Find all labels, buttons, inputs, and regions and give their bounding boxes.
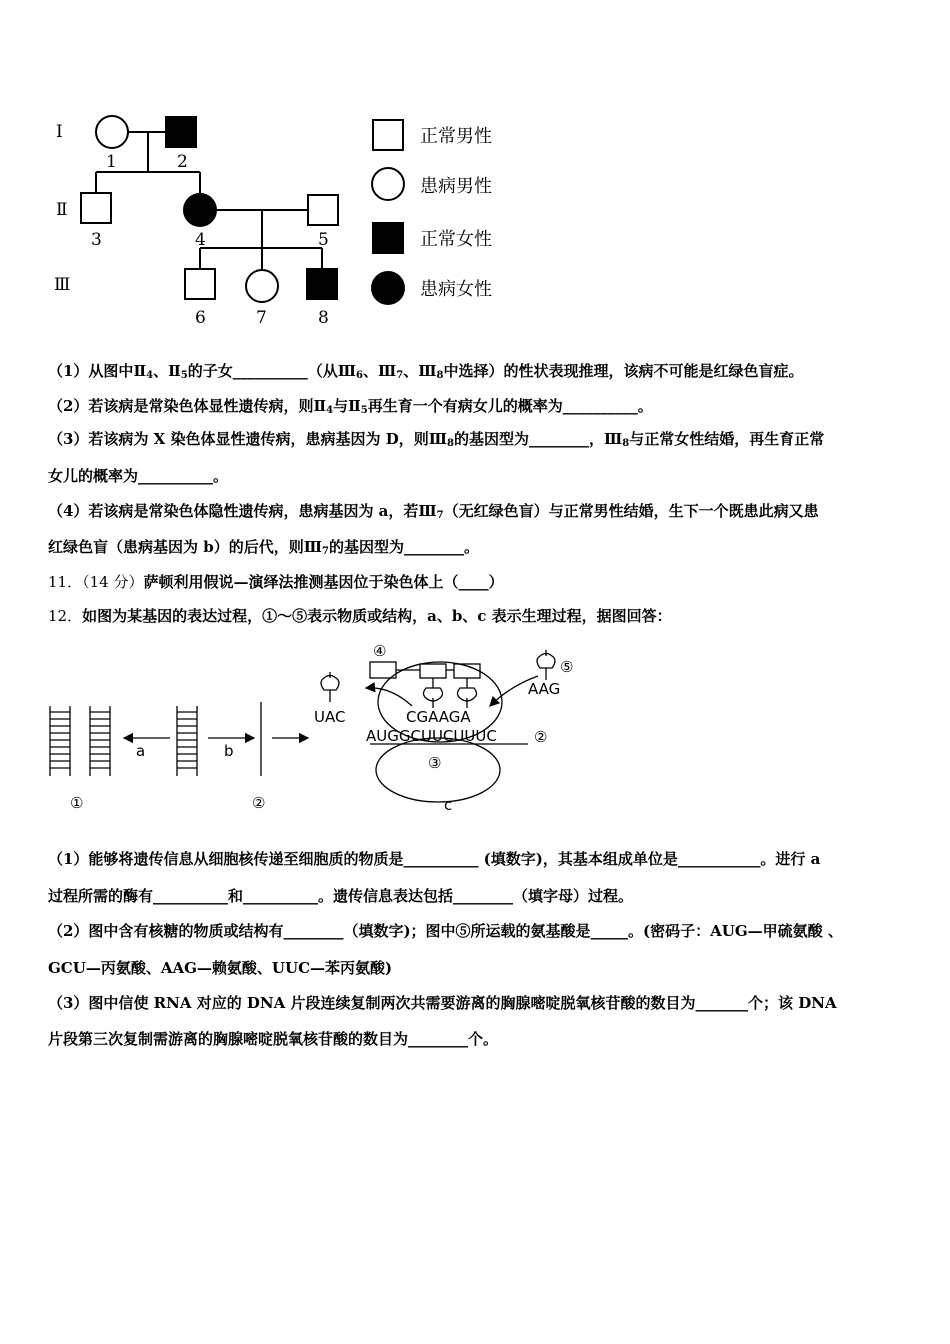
dna-ladder-1 xyxy=(50,706,70,776)
legend-square-filled xyxy=(373,223,403,253)
individual-number: 8 xyxy=(318,308,329,328)
q10-part4: （4）若该病是常染色体隐性遗传病，患病基因为 a，若$Ⅲ_7$（无红绿色盲）与正常男性结婚，生下一个既患此病又患 xyxy=(48,502,819,521)
individual-number: 3 xyxy=(91,230,102,250)
q10-part2: （2）若该病是常染色体显性遗传病，则$Ⅱ_4$与$Ⅱ_5$再生育一个有病女儿的概率为__________。 xyxy=(48,397,653,416)
q10-part1: （1）从图中$Ⅱ_4$、$Ⅱ_5$的子女__________（从$Ⅲ_6$、$Ⅲ_7$、$Ⅲ_8$中选择）的性状表现推理，该病不可能是红绿色盲症。 xyxy=(48,362,804,381)
legend-label: 正常女性 xyxy=(420,229,492,250)
dna-ladder-3 xyxy=(177,706,197,776)
individual-II4-affected-female xyxy=(184,194,216,226)
trna-in-ribosome xyxy=(458,678,477,708)
q10-part3: （3）若该病为 X 染色体显性遗传病，患病基因为 D，则$Ⅲ_8$的基因型为________，$Ⅲ_8$与正常女性结婚，再生育正常 xyxy=(48,430,825,449)
label-mrna-sequence: AUGGCUUCUUUC xyxy=(366,727,497,745)
individual-II5-normal-male xyxy=(308,195,338,225)
label-mrna-2: ② xyxy=(534,728,548,746)
label-process-b: b xyxy=(224,742,234,760)
arrow-trna-exit xyxy=(366,688,412,706)
gene-expression-diagram xyxy=(40,636,600,821)
individual-number: 5 xyxy=(318,230,329,250)
q12-part2: （2）图中含有核糖的物质或结构有________（填数字)；图中⑤所运载的氨基酸是_____。(密码子：AUG—甲硫氨酸 、 xyxy=(48,922,843,940)
amino-acid-box xyxy=(420,664,446,678)
legend-circle-filled xyxy=(372,272,404,304)
individual-III8-affected-male xyxy=(307,269,337,299)
individual-II3-normal-male xyxy=(81,193,111,223)
individual-I2-affected-male xyxy=(166,117,196,147)
q12-part3: （3）图中信使 RNA 对应的 DNA 片段连续复制两次共需要游离的胸腺嘧啶脱氧核苷酸的数目为_______个；该 DNA xyxy=(48,994,837,1012)
pedigree-chart xyxy=(40,100,540,340)
individual-number: 6 xyxy=(195,308,206,328)
label-structure-5: ⑤ xyxy=(560,658,574,676)
label-process-c: c xyxy=(444,796,453,814)
q12-part3-line2: 片段第三次复制需游离的胸腺嘧啶脱氧核苷酸的数目为________个。 xyxy=(48,1030,499,1048)
label-process-a: a xyxy=(136,742,146,760)
q12-part1-line2: 过程所需的酶有__________和__________。遗传信息表达包括________（填字母）过程。 xyxy=(48,887,634,905)
q12-part2-line2: GCU—丙氨酸、AAG—赖氨酸、UUC—苯丙氨酸) xyxy=(48,959,393,977)
legend-label: 患病女性 xyxy=(420,279,492,300)
label-anticodons-cgaaga: CGAAGA xyxy=(406,708,471,726)
generation-label-1: Ⅰ xyxy=(56,122,63,142)
q10-part3-line2: 女儿的概率为__________。 xyxy=(48,467,229,485)
individual-number: 4 xyxy=(195,230,206,250)
individual-number: 2 xyxy=(177,152,188,172)
individual-III7-normal-female xyxy=(246,270,278,302)
generation-label-2: Ⅱ xyxy=(56,200,68,220)
individual-number: 1 xyxy=(106,152,117,172)
legend-circle-open xyxy=(372,168,404,200)
legend-label: 患病男性 xyxy=(420,176,492,197)
generation-label-3: Ⅲ xyxy=(54,275,71,295)
peptide-box-4 xyxy=(370,662,396,678)
individual-I1-normal-female xyxy=(96,116,128,148)
label-dna-1: ① xyxy=(70,794,84,812)
label-mrna-2-bottom: ② xyxy=(252,794,266,812)
q10-part4-line2: 红绿色盲（患病基因为 b）的后代，则$Ⅲ_7$的基因型为________。 xyxy=(48,538,479,557)
q12-stem: 12．如图为某基因的表达过程，①～⑤表示物质或结构，a、b、c 表示生理过程，据图回答： xyxy=(48,607,672,625)
legend-label: 正常男性 xyxy=(420,126,492,147)
label-anticodon-uac: UAC xyxy=(314,708,346,726)
dna-ladder-2 xyxy=(90,706,110,776)
label-ribosome-3: ③ xyxy=(428,754,442,772)
trna-outgoing xyxy=(321,672,339,702)
q12-part1: （1）能够将遗传信息从细胞核传递至细胞质的物质是__________ (填数字)，其基本组成单位是___________。进行 a xyxy=(48,850,821,868)
trna-incoming-5 xyxy=(537,650,555,680)
q11: 11．（14 分）萨顿利用假说—演绎法推测基因位于染色体上（____） xyxy=(48,573,504,591)
individual-III6-normal-male xyxy=(185,269,215,299)
label-anticodon-aag: AAG xyxy=(528,680,561,698)
individual-number: 7 xyxy=(256,308,267,328)
trna-in-ribosome xyxy=(424,678,443,708)
legend-square-open xyxy=(373,120,403,150)
label-structure-4: ④ xyxy=(373,642,387,660)
